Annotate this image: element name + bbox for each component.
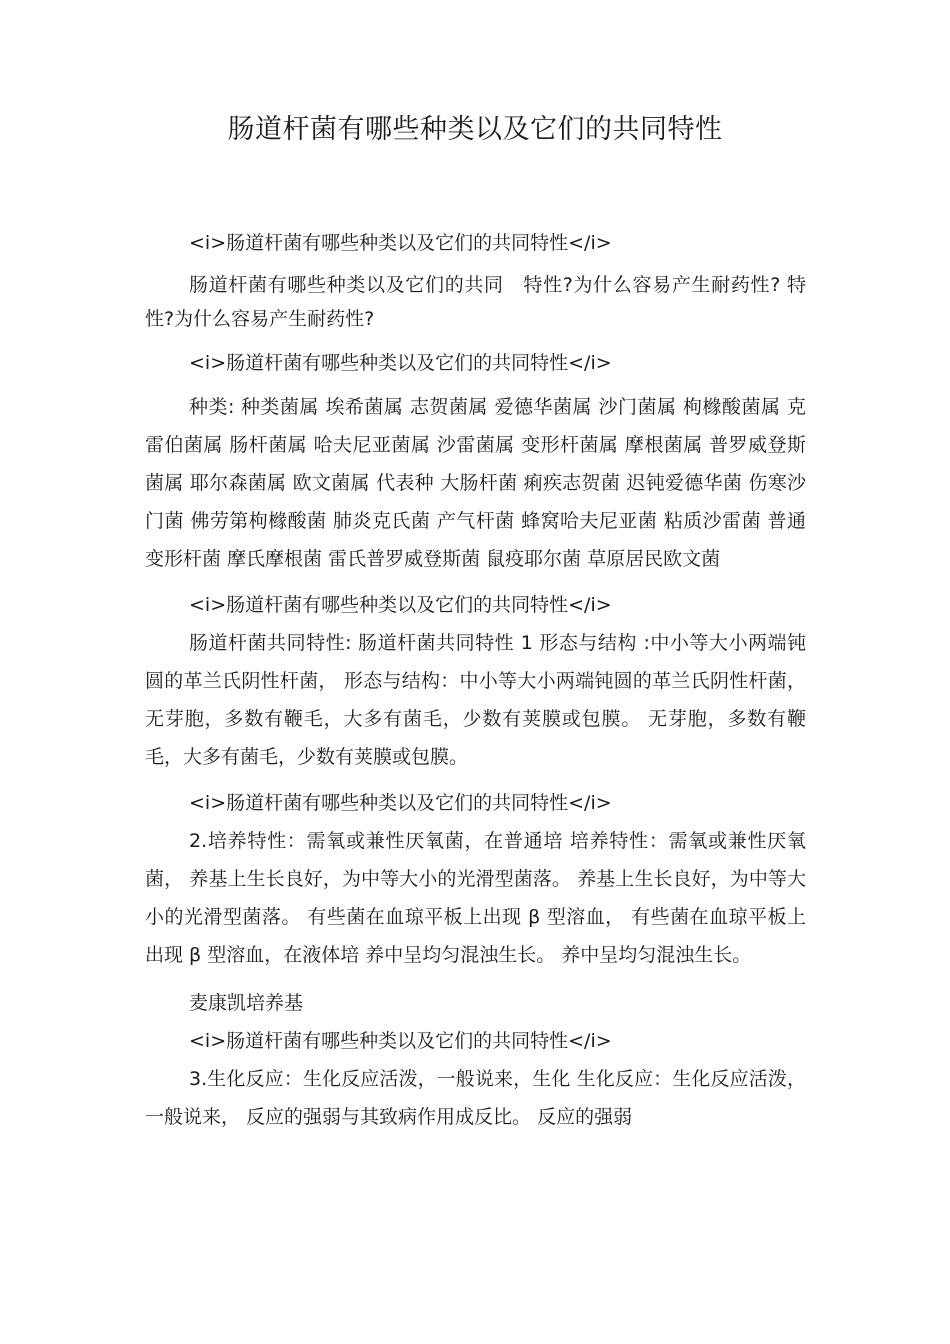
paragraph-biochemistry: 3.生化反应：生化反应活泼，一般说来，生化 生化反应：生化反应活泼，一般说来， 反应的强弱与其致病作用成反比。 反应的强弱	[145, 1068, 806, 1128]
paragraph-tag-heading: <i>肠道杆菌有哪些种类以及它们的共同特性</i>	[189, 352, 612, 374]
document-title: 肠道杆菌有哪些种类以及它们的共同特性	[227, 114, 723, 145]
paragraph-species-list: 种类: 种类菌属 埃希菌属 志贺菌属 爱德华菌属 沙门菌属 枸橼酸菌属 克雷伯菌属 肠杆菌属 哈夫尼亚菌属 沙雷菌属 变形杆菌属 摩根菌属 普罗威登斯菌属 耶尔森菌属 欧文菌属 代表种 大肠杆菌 痢疾志贺菌 迟钝爱德华菌 伤寒沙门菌 佛劳第枸橼酸菌 肺炎克氏菌 产气杆菌 蜂窝哈夫尼亚菌 粘质沙雷菌 普通变形杆菌 摩氏摩根菌 雷氏普罗威登斯菌 鼠疫耶尔菌 草原居民欧文菌	[145, 396, 806, 570]
paragraph-question: 肠道杆菌有哪些种类以及它们的共同 特性?为什么容易产生耐药性? 特性?为什么容易产生耐药性?	[145, 274, 806, 330]
paragraph-tag-heading: <i>肠道杆菌有哪些种类以及它们的共同特性</i>	[189, 594, 612, 616]
paragraph-tag-heading: <i>肠道杆菌有哪些种类以及它们的共同特性</i>	[189, 232, 612, 254]
paragraph-tag-heading: <i>肠道杆菌有哪些种类以及它们的共同特性</i>	[189, 792, 612, 814]
paragraph-morphology: 肠道杆菌共同特性: 肠道杆菌共同特性 1 形态与结构 :中小等大小两端钝圆的革兰氏阴性杆菌， 形态与结构：中小等大小两端钝圆的革兰氏阴性杆菌， 无芽胞，多数有鞭毛，大多有菌毛，少数有荚膜或包膜。 无芽胞，多数有鞭毛，大多有菌毛，少数有荚膜或包膜。	[145, 632, 806, 768]
paragraph-tag-heading: <i>肠道杆菌有哪些种类以及它们的共同特性</i>	[189, 1030, 612, 1052]
document-body	[145, 226, 806, 1136]
paragraph-maconkey: 麦康凯培养基	[189, 992, 304, 1014]
paragraph-culture: 2.培养特性：需氧或兼性厌氧菌，在普通培 培养特性：需氧或兼性厌氧菌， 养基上生长良好，为中等大小的光滑型菌落。 养基上生长良好，为中等大小的光滑型菌落。 有些菌在血琼平板上出现 β 型溶血， 有些菌在血琼平板上出现 β 型溶血，在液体培 养中呈均匀混浊生长。 养中呈均匀混浊生长。	[145, 830, 806, 966]
